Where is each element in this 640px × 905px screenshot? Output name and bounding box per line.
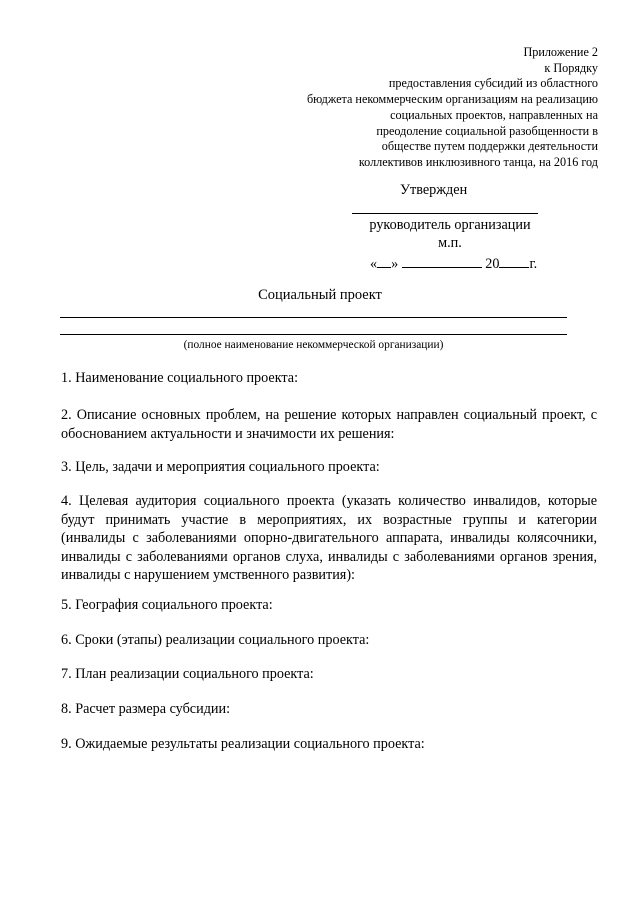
appendix-line: социальных проектов, направленных на xyxy=(390,107,598,122)
appendix-line: бюджета некоммерческим организациям на реализацию xyxy=(306,92,598,107)
stamp-label: м.п. xyxy=(438,235,462,251)
org-caption: (полное наименование некоммерческой организации) xyxy=(183,339,444,351)
appendix-line: к Порядку xyxy=(544,60,598,75)
org-name-line xyxy=(60,334,567,335)
appendix-line: преодоление социальной разобщенности в xyxy=(376,123,598,138)
section-item: 7. План реализации социального проекта: xyxy=(61,666,314,682)
date-year-prefix: 20 xyxy=(485,256,500,272)
project-title: Социальный проект xyxy=(258,287,382,303)
day-blank xyxy=(377,253,391,268)
approval-date-line xyxy=(370,253,537,274)
section-item: 2. Описание основных проблем, на решение которых направлен социальный проект, с обоснованием актуальности и значимости их решения: xyxy=(61,407,597,442)
appendix-header xyxy=(238,45,598,171)
date-suffix: г. xyxy=(529,256,538,272)
approved-title: Утвержден xyxy=(400,182,468,198)
signature-line xyxy=(352,213,538,214)
date-quote-open: « xyxy=(370,256,378,272)
section-item: 8. Расчет размера субсидии: xyxy=(61,701,231,717)
section-item: 3. Цель, задачи и мероприятия социального проекта: xyxy=(61,459,380,475)
section-item: 1. Наименование социального проекта: xyxy=(61,370,299,386)
appendix-line: Приложение 2 xyxy=(523,45,598,59)
head-role-label: руководитель организации xyxy=(369,217,531,233)
month-blank xyxy=(402,253,482,268)
appendix-line: предоставления субсидий из областного xyxy=(388,76,598,91)
section-item: 4. Целевая аудитория социального проекта (указать количество инвалидов, которые будут принимать участие в мероприятиях, их возрастные группы и категории (инвалиды с заболеваниями опорно-двигательного аппарата, инвалиды колясочники, инвалиды с заболеваниями органов слуха, инвалиды с заболеваниями органов зрения, инвалиды с нарушением умственного развития): xyxy=(61,493,597,583)
year-blank xyxy=(499,253,529,268)
appendix-line: обществе путем поддержки деятельности xyxy=(381,139,598,154)
appendix-line: коллективов инклюзивного танца, на 2016 год xyxy=(358,154,598,169)
section-item: 9. Ожидаемые результаты реализации социального проекта: xyxy=(61,736,425,752)
section-item: 5. География социального проекта: xyxy=(61,597,273,613)
org-name-line xyxy=(60,317,567,318)
section-item: 6. Сроки (этапы) реализации социального проекта: xyxy=(61,632,370,648)
date-quote-close: » xyxy=(391,256,399,272)
